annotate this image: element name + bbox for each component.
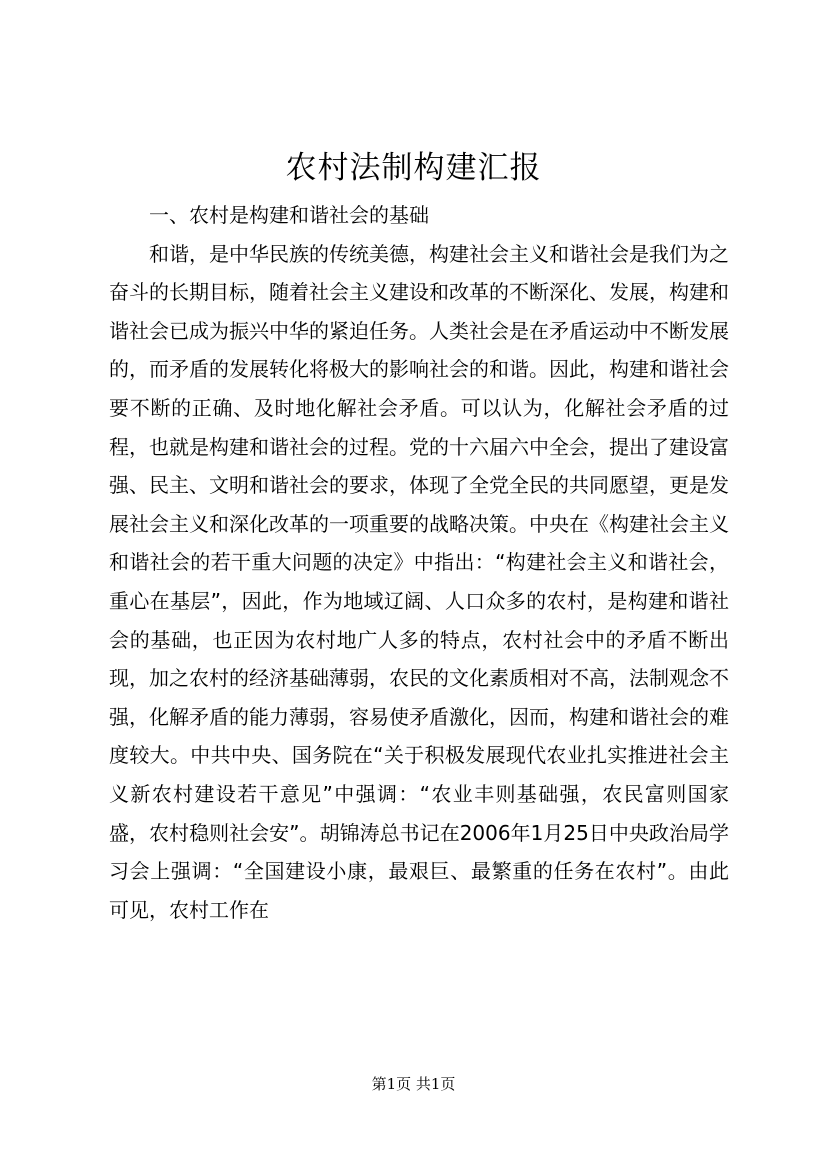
body-paragraph: 和谐，是中华民族的传统美德，构建社会主义和谐社会是我们为之奋斗的长期目标，随着社会主义建设和改革的不断深化、发展，构建和谐社会已成为振兴中华的紧迫任务。人类社会是在矛盾运动中不断发展的，而矛盾的发展转化将极大的影响社会的和谐。因此，构建和谐社会要不断的正确、及时地化解社会矛盾。可以认为，化解社会矛盾的过程，也就是构建和谐社会的过程。党的十六届六中全会，提出了建设富强、民主、文明和谐社会的要求，体现了全党全民的共同愿望，更是发展社会主义和深化改革的一项重要的战略决策。中央在《构建社会主义和谐社会的若干重大问题的决定》中指出：“构建社会主义和谐社会，重心在基层”，因此，作为地域辽阔、人口众多的农村，是构建和谐社会的基础，也正因为农村地广人多的特点，农村社会中的矛盾不断出现，加之农村的经济基础薄弱，农民的文化素质相对不高，法制观念不强，化解矛盾的能力薄弱，容易使矛盾激化，因而，构建和谐社会的难度较大。中共中央、国务院在“关于积极发展现代农业扎实推进社会主义新农村建设若干意见”中强调：“农业丰则基础强，农民富则国家盛，农村稳则社会安”。胡锦涛总书记在2006年1月25日中央政治局学习会上强调：“全国建设小康，最艰巨、最繁重的任务在农村”。由此可见，农村工作在: [109, 241, 729, 922]
document-body: [109, 196, 729, 929]
section-heading: 一、农村是构建和谐社会的基础: [149, 203, 429, 227]
document-title: 农村法制构建汇报: [285, 150, 542, 186]
page-number-footer: 第1页 共1页: [371, 1075, 456, 1093]
